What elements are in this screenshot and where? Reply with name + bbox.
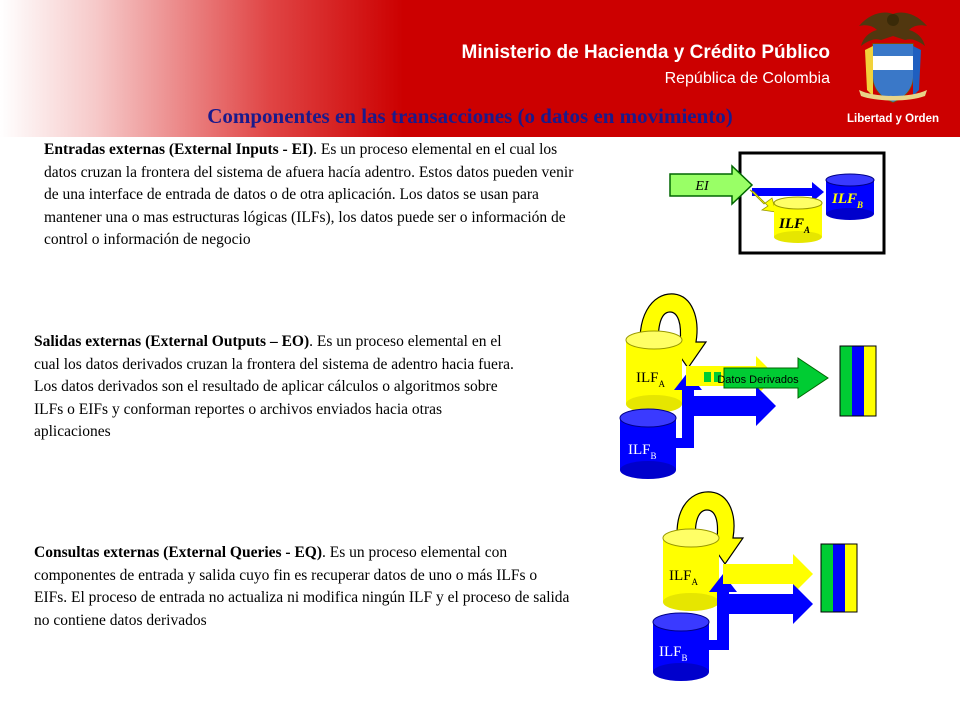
eq-description [34, 542, 574, 632]
output-report [821, 544, 857, 612]
eq-term: Consultas externas (External Queries - EQ) [34, 544, 323, 561]
eo-diagram [608, 288, 908, 480]
eq-body: . Es un proceso elemental con componentes de entrada y salida cuyo fin es recuperar datos de uno o más ILFs o EIFs. El proceso de entrada no actualiza ni modifica ningún ILF y el proceso de salida no contiene datos derivados [34, 544, 570, 629]
ilf-b-cylinder [653, 613, 709, 681]
page-title: Componentes en las transacciones (o datos en movimiento) [207, 104, 733, 128]
ei-body: . Es un proceso elemental en el cual los datos cruzan la frontera del sistema de afuera hacía adentro. Estos datos pueden venir de una interface de entrada de datos o de otra aplicación. Los datos se usan para mantener una o mas estructuras lógicas (ILFs), los datos puede ser o información de control o información de negocio [44, 141, 574, 249]
ilf-b-label: $ILF_B$ [659, 644, 688, 663]
blue-right-arrow [729, 584, 813, 624]
ei-term: Entradas externas (External Inputs - EI) [44, 141, 314, 158]
ilf-a-label: $ILF_A$ [779, 216, 811, 235]
ilf-b-label: $ILF_B$ [628, 442, 657, 461]
dash-1 [704, 372, 711, 382]
yellow-right-arrow [723, 554, 813, 594]
eo-term: Salidas externas (External Outputs – EO) [34, 333, 310, 350]
ministry-name: Ministerio de Hacienda y Crédito Público [461, 42, 830, 63]
ilf-b-cylinder [826, 174, 874, 220]
ilf-a-label: $ILF_A$ [636, 370, 665, 389]
ei-description [44, 139, 590, 252]
derived-data-label: Datos Derivados [717, 374, 799, 386]
ei-diagram [660, 148, 890, 258]
ilf-a-label: $ILF_A$ [669, 568, 698, 587]
eq-diagram [645, 488, 885, 684]
ei-input-label: EI [695, 179, 709, 194]
blue-right-arrow [692, 386, 776, 426]
ilf-b-label: $ILF_B$ [832, 191, 864, 210]
ilf-a-cylinder [626, 331, 682, 413]
ilf-a-cylinder [774, 197, 822, 243]
republic-name: República de Colombia [664, 70, 830, 87]
ilf-a-cylinder [663, 529, 719, 611]
output-report [840, 346, 876, 416]
eo-description [34, 331, 516, 444]
eo-body: . Es un proceso elemental en el cual los datos derivados cruzan la frontera del sistema de adentro hacia fuera. Los datos derivados son el resultado de aplicar cálculos o algoritmos sobre ILFs o EIFs y conforman reportes o archivos enviados hacia otras aplicaciones [34, 333, 514, 441]
seal-motto: Libertad y Orden [846, 113, 940, 125]
